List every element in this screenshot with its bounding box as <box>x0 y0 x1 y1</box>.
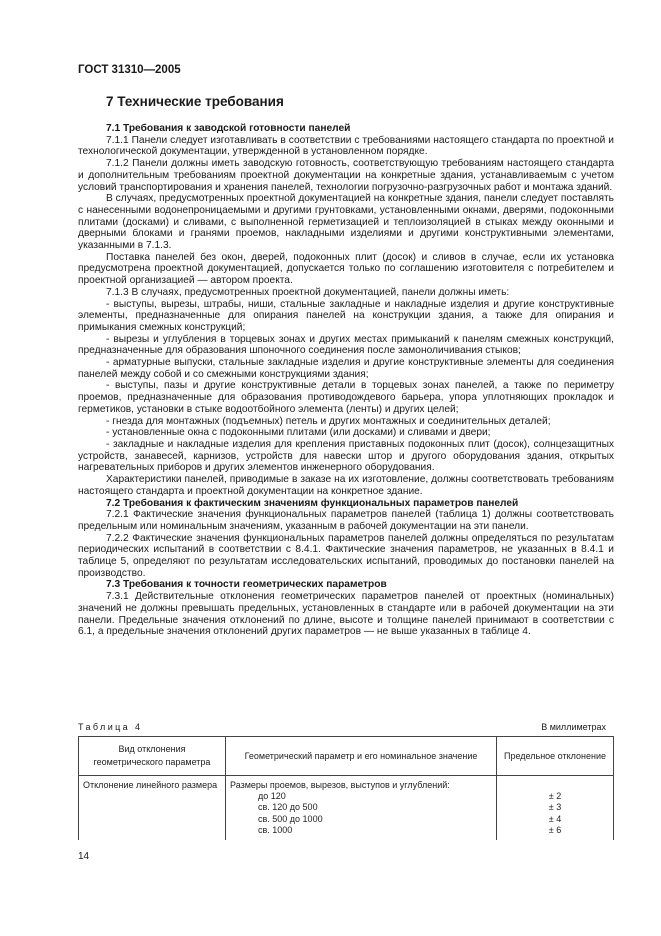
subsection-heading: 7.3 Требования к точности геометрических параметров <box>106 579 387 591</box>
section-title: 7 Технические требования <box>106 94 284 109</box>
paragraph: Характеристики панелей, приводимые в заказе на их изготовление, должны соответствовать требованиям настоящего стандарта и проектной документации на конкретное здание. <box>78 474 614 497</box>
tolerance-item: ± 3 <box>548 802 562 813</box>
paragraph: 7.2.1 Фактические значения функциональных параметров панелей (таблица 1) должны соответствовать предельным или номинальным значениям, указанным в рабочей документации на эти панели. <box>78 509 614 532</box>
tolerance-item: ± 6 <box>548 824 562 835</box>
table-caption-label: Таблица 4 <box>78 722 143 732</box>
cell-tolerance <box>497 776 614 841</box>
header-tolerance: Предельное отклонение <box>497 737 614 776</box>
tolerance-item: ± 2 <box>548 791 562 802</box>
subsection-heading: 7.2 Требования к фактическим значениям функциональных параметров панелей <box>106 497 519 509</box>
table-row <box>79 776 614 841</box>
paragraph: В случаях, предусмотренных проектной документацией на конкретные здания, панели следует поставлять с нанесенными водонепроницаемыми и другими грунтовками, установленными окнами, дверями, подоконными плитами (досками) и сливами, с выполненной герметизацией и теплоизоляцией в стыках между оконными и дверными блоками и гранями проемов, накладными изделиями и другими конструктивными элементами, указанными в 7.1.3. <box>78 193 614 252</box>
paragraph: - выступы, пазы и другие конструктивные детали в торцевых зонах панелей, а также по периметру проемов, предназначенные для образования противодождевого барьера, упора уплотняющих прокладок и герметиков, установки в стыке водоотбойного элемента (ленты) и других целей; <box>78 380 614 415</box>
table-4 <box>78 736 614 840</box>
range-item: св. 1000 <box>258 824 293 835</box>
paragraph: 7.1.3 В случаях, предусмотренных проектной документацией, панели должны иметь: <box>106 286 510 298</box>
range-item: св. 120 до 500 <box>258 802 318 813</box>
header-deviation-type: Вид отклонения геометрического параметра <box>79 737 226 776</box>
paragraph: - гнезда для монтажных (подъемных) петель и других монтажных и соединительных деталей; <box>106 415 551 427</box>
parameter-label: Размеры проемов, вырезов, выступов и углублений: <box>230 780 450 790</box>
cell-parameter <box>226 776 497 841</box>
paragraph: - арматурные выпуски, стальные закладные изделия и другие конструктивные элементы для соединения панелей между собой и со смежными конструкциями здания; <box>78 357 614 380</box>
page-number: 14 <box>78 851 90 862</box>
range-item: до 120 <box>258 791 286 802</box>
table-header-row <box>79 737 614 776</box>
table-units: В миллиметрах <box>541 722 606 732</box>
cell-deviation-type: Отклонение линейного размера <box>79 776 226 841</box>
range-item: св. 500 до 1000 <box>258 813 323 824</box>
paragraph: - выступы, вырезы, штрабы, ниши, стальные закладные и накладные изделия и другие конструктивные элементы, предназначенные для опирания панелей на конструкции здания, а также для опирания и примыкания смежных конструкций; <box>78 298 614 333</box>
paragraph: - установленные окна с подоконными плитами (или досками) и сливами и двери; <box>106 427 491 439</box>
paragraph: Поставка панелей без окон, дверей, подоконных плит (досок) и сливов в случае, если их установка предусмотрена проектной документацией, допускается только по соглашению изготовителя с потребителем и проектной организацией — автором проекта. <box>78 251 614 287</box>
paragraph: 7.1.1 Панели следует изготавливать в соответствии с требованиями настоящего стандарта по проектной и технологической документации, утвержденной в установленном порядке. <box>78 134 614 158</box>
paragraph: 7.2.2 Фактические значения функциональных параметров панелей должны определяться по результатам периодических испытаний в соответствии с 8.4.1. Фактические значения параметров, не указанных в 8.4.1 и таблице 5, определяют по результатам исследовательских испытаний, проводимых до постановки панелей на производство. <box>78 532 614 579</box>
document-code-header: ГОСТ 31310—2005 <box>78 64 181 76</box>
paragraph: 7.1.2 Панели должны иметь заводскую готовность, соответствующую требованиям настоящего стандарта и дополнительным требованиям проектной документации на конкретные здания, устанавливаемым с учетом условий транспортирования и хранения панелей, технологии погрузочно-разгрузочных работ и монтажа зданий. <box>78 158 614 193</box>
table-caption <box>78 722 614 732</box>
paragraph: - вырезы и углубления в торцевых зонах и других местах примыканий к панелям смежных конструкций, предназначенные для образования шпоночного соединения после замоноличивания стыков; <box>78 333 614 357</box>
header-parameter: Геометрический параметр и его номинальное значение <box>226 737 497 776</box>
body-text <box>78 123 614 638</box>
paragraph: - закладные и накладные изделия для крепления приставных подоконных плит (досок), солнцезащитных устройств, занавесей, карнизов, устройств для навески штор и другого оборудования здания, открытых нагревательных приборов и других элементов инженерного оборудования. <box>78 438 614 474</box>
subsection-heading: 7.1 Требования к заводской готовности панелей <box>106 123 351 134</box>
tolerance-item: ± 4 <box>548 813 562 824</box>
paragraph: 7.3.1 Действительные отклонения геометрических параметров панелей от проектных (номинальных) значений не должны превышать предельных, установленных в стандарте или в рабочей документации на эти панели. Предельные значения отклонений по длине, высоте и толщине панелей принимают в соответствии с 6.1, а предельные значения отклонений других параметров — не выше указанных в таблице 4. <box>78 591 614 638</box>
